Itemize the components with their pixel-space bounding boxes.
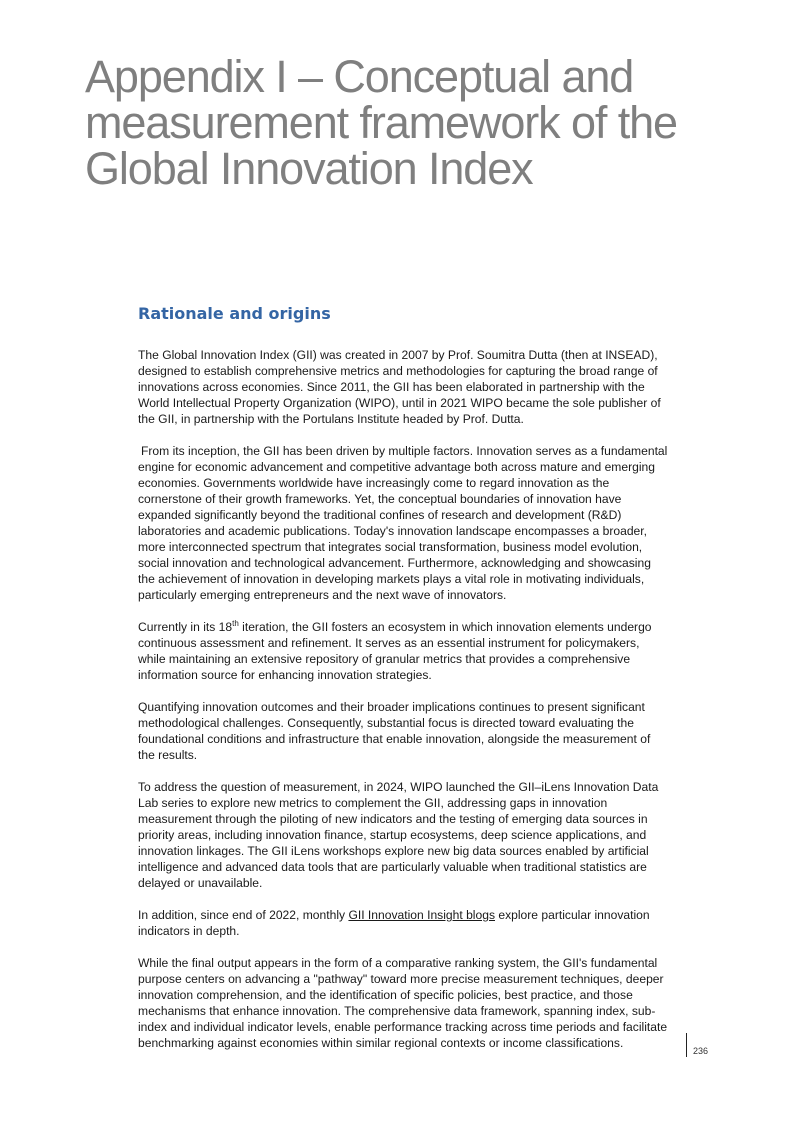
paragraph-iteration	[138, 619, 668, 683]
paragraph-origins: The Global Innovation Index (GII) was created in 2007 by Prof. Soumitra Dutta (then at INSEAD), designed to establish comprehensive metrics and methodologies for capturing the broad range of innovations across economies. Since 2011, the GII has been elaborated in partnership with the World Intellectual Property Organization (WIPO), until in 2021 WIPO became the sole publisher of the GII, in partnership with the Portulans Institute headed by Prof. Dutta.	[138, 348, 661, 426]
paragraph-purpose: While the final output appears in the form of a comparative ranking system, the GII's fundamental purpose centers on advancing a "pathway" toward more precise measurement techniques, deeper innovation comprehension, and the identification of specific policies, best practice, and those mechanisms that enhance innovation. The comprehensive data framework, spanning index, sub-index and individual indicator levels, enable performance tracking across time periods and facilitate benchmarking against economies within similar regional contexts or income classifications.	[138, 956, 668, 1050]
section-heading: Rationale and origins	[138, 304, 331, 323]
ordinal-superscript: th	[232, 618, 239, 628]
paragraph-quantifying: Quantifying innovation outcomes and their broader implications continues to present significant methodological challenges. Consequently, substantial focus is directed toward evaluating the foundational conditions and infrastructure that enable innovation, alongside the measurement of the results.	[138, 700, 651, 762]
blogs-text-end: explore particular innovation indicators in depth.	[138, 908, 650, 938]
innovation-insight-blogs-link[interactable]: GII Innovation Insight blogs	[348, 908, 495, 922]
paragraph-measurement: To address the question of measurement, in 2024, WIPO launched the GII–iLens Innovation Data Lab series to explore new metrics to complement the GII, addressing gaps in innovation measurement through the piloting of new indicators and the testing of emerging data sources in priority areas, including innovation finance, startup ecosystems, deep science applications, and innovation linkages. The GII iLens workshops explore new big data sources enabled by artificial intelligence and advanced data tools that are particularly valuable when traditional statistics are delayed or unavailable.	[138, 780, 659, 890]
iteration-text-start: Currently in its 18	[138, 620, 233, 634]
main-content	[138, 302, 668, 1067]
page-title: Appendix I – Conceptual and measurement framework of the Global Innovation Index	[85, 51, 677, 194]
blogs-text-start: In addition, since end of 2022, monthly	[138, 908, 349, 922]
page-number-divider	[686, 1033, 687, 1057]
iteration-text-end: iteration, the GII fosters an ecosystem in which innovation elements undergo continuous assessment and refinement. It serves as an essential instrument for policymakers, while maintaining an extensive repository of granular metrics that provides a comprehensive information source for enhancing innovation strategies.	[138, 620, 652, 682]
page-number: 236	[693, 1046, 709, 1056]
paragraph-blogs	[138, 907, 668, 939]
paragraph-drivers: From its inception, the GII has been driven by multiple factors. Innovation serves as a fundamental engine for economic advancement and competitive advantage both across mature and emerging economies. Governments worldwide have increasingly come to regard innovation as the cornerstone of their growth frameworks. Yet, the conceptual boundaries of innovation have expanded significantly beyond the traditional confines of research and development (R&D) laboratories and academic publications. Today's innovation landscape encompasses a broader, more interconnected spectrum that integrates social transformation, business model evolution, social innovation and technological advancement. Furthermore, acknowledging and showcasing the achievement of innovation in developing markets plays a vital role in motivating individuals, particularly emerging entrepreneurs and the next wave of innovators.	[138, 444, 668, 602]
